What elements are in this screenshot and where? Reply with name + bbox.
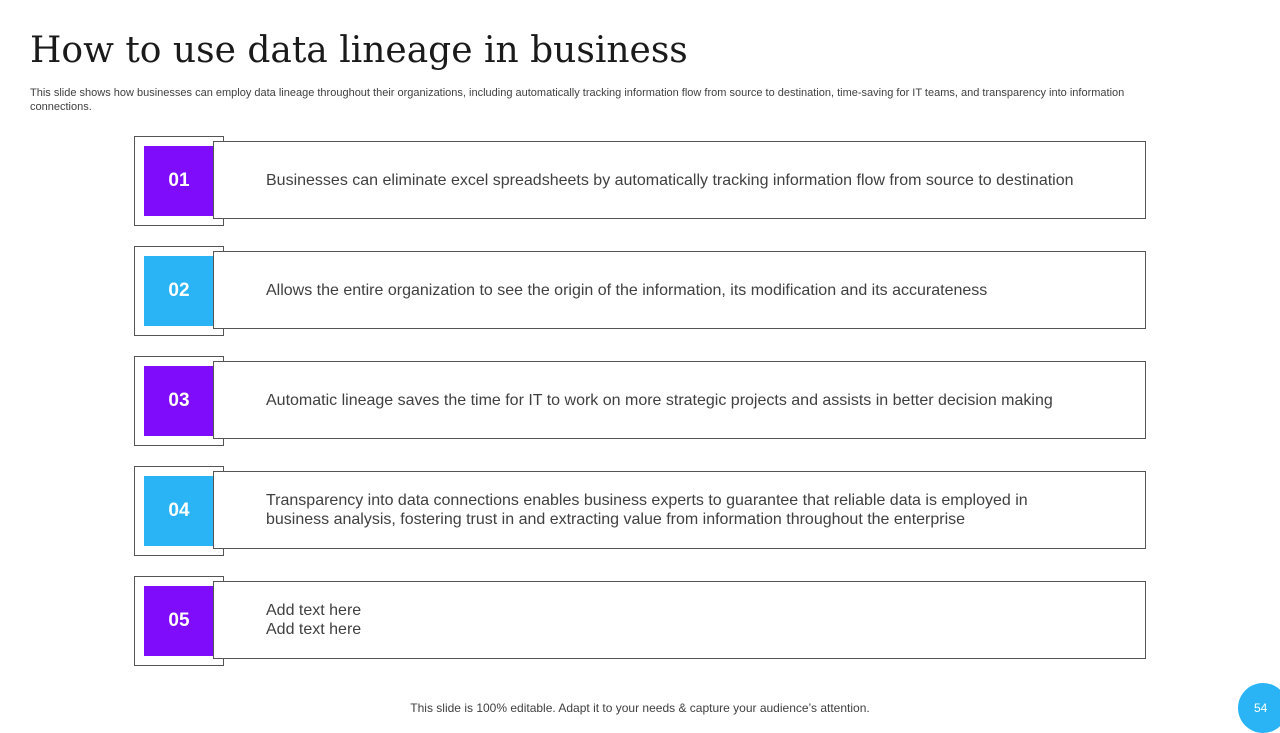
step-4 (134, 466, 1147, 556)
step-text (266, 391, 1053, 410)
step-number-badge: 04 (144, 476, 214, 546)
step-1 (134, 136, 1147, 226)
step-text-line: Transparency into data connections enables business experts to guarantee that reliable data is employed in business analysis, fostering trust in and extracting value from information throughout the enterprise (266, 492, 1028, 528)
step-text-line: Add text here (266, 602, 362, 619)
step-number-badge: 03 (144, 366, 214, 436)
step-text (266, 281, 987, 300)
step-text-box (213, 251, 1146, 329)
step-text-line: Automatic lineage saves the time for IT to work on more strategic projects and assists in better decision making (266, 391, 1053, 409)
slide-title: How to use data lineage in business (30, 30, 688, 71)
page-number: 54 (1254, 701, 1268, 715)
step-text-box (213, 141, 1146, 219)
step-number-badge: 05 (144, 586, 214, 656)
step-text-line: Allows the entire organization to see the origin of the information, its modification and its accurateness (266, 281, 988, 299)
slide-subtitle: This slide shows how businesses can employ data lineage throughout their organizations, including automatically tracking information flow from source to destination, time-saving for IT teams, and transparency into information connections. (30, 87, 1125, 113)
step-5 (134, 576, 1147, 666)
step-text (266, 491, 1095, 529)
step-text (266, 171, 1074, 190)
step-number-badge: 01 (144, 146, 214, 216)
step-3 (134, 356, 1147, 446)
step-2 (134, 246, 1147, 336)
step-number-badge: 02 (144, 256, 214, 326)
step-text-box (213, 471, 1146, 549)
step-text-line: Businesses can eliminate excel spreadsheets by automatically tracking information flow from source to destination (266, 171, 1074, 189)
step-text (266, 601, 361, 639)
page-number-badge (1238, 683, 1280, 733)
step-text-box[interactable] (213, 581, 1146, 659)
step-text-box (213, 361, 1146, 439)
footer-note: This slide is 100% editable. Adapt it to your needs & capture your audience’s attention. (410, 701, 870, 715)
step-text-line: Add text here (266, 621, 362, 638)
